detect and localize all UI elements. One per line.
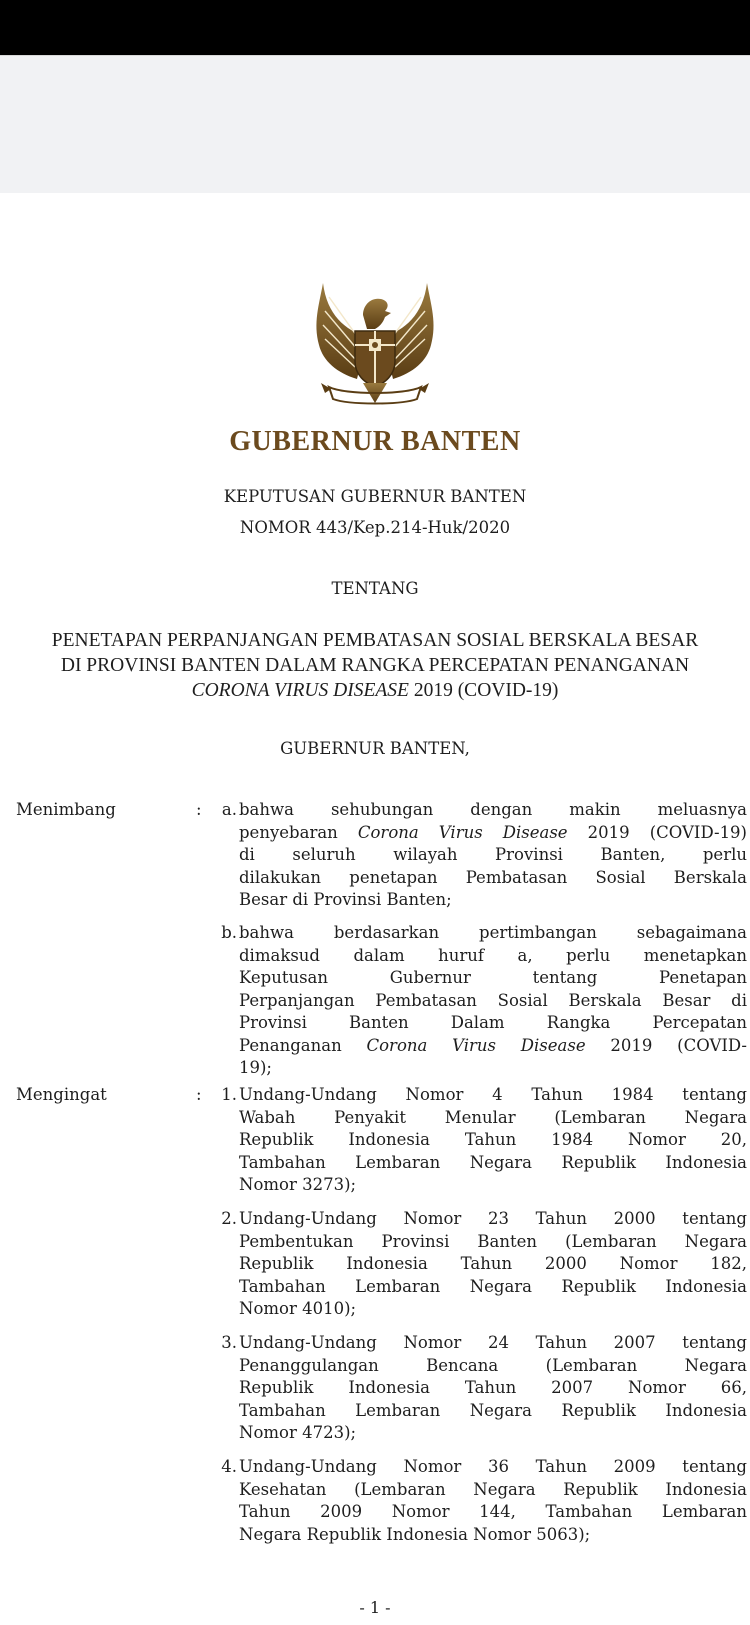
list-item-text: Undang-Undang Nomor 24 Tahun 2007 tentang Penanggulangan Bencana (Lembaran Negara Republik Indonesia Tahun 2007 Nomor 66, Tambahan Lembaran Negara Republik Indonesia Nomor 4723); [239,1333,747,1442]
decree-type: KEPUTUSAN GUBERNUR BANTEN [223,487,527,506]
title-line-3: CORONA VIRUS DISEASE 2019 (COVID-19) [191,680,559,701]
list-item-text: bahwa berdasarkan pertimbangan sebagaimana dimaksud dalam huruf a, perlu menetapkan Keputusan Gubernur tentang Penetapan Perpanjangan Pembatasan Sosial Berskala Besar di Provinsi Banten Dalam Rangka Percepatan Penanganan Corona Virus Disease 2019 (COVID- 19); [239,923,748,1077]
list-marker: b. [221,923,237,942]
decree-number: NOMOR 443/Kep.214-Huk/2020 [239,518,511,537]
list-item-text: Undang-Undang Nomor 36 Tahun 2009 tentang Kesehatan (Lembaran Negara Republik Indonesia Tahun 2009 Nomor 144, Tambahan Lembaran Negara Republik Indonesia Nomor 5063); [239,1457,747,1544]
viewer-toolbar [0,55,750,193]
government-heading: GUBERNUR BANTEN [229,426,521,457]
list-marker: 1. [221,1085,237,1104]
document-page [0,193,750,1625]
mengingat-item-1 [207,1084,747,1197]
mengingat-item-4 [207,1456,747,1546]
decree-title [0,628,750,703]
garuda-emblem-icon [305,275,445,415]
status-bar [0,0,750,55]
page-number: - 1 - [359,1598,391,1617]
list-marker: 3. [221,1333,237,1352]
mengingat-item-2 [207,1208,747,1321]
list-item-text: Undang-Undang Nomor 4 Tahun 1984 tentang Wabah Penyakit Menular (Lembaran Negara Republik Indonesia Tahun 1984 Nomor 20, Tambahan Lembaran Negara Republik Indonesia Nomor 3273); [239,1085,747,1194]
menimbang-label: Menimbang [16,800,116,819]
title-line-1: PENETAPAN PERPANJANGAN PEMBATASAN SOSIAL BERSKALA BESAR [51,630,699,651]
title-line-2: DI PROVINSI BANTEN DALAM RANGKA PERCEPATAN PENANGANAN [60,655,690,676]
menimbang-colon: : [196,800,202,819]
list-marker: a. [221,800,237,819]
mengingat-label: Mengingat [16,1085,107,1104]
mengingat-colon: : [196,1085,202,1104]
list-marker: 4. [221,1457,237,1476]
about-label: TENTANG [331,579,419,598]
title-italic: CORONA VIRUS DISEASE [191,680,409,701]
mengingat-item-3 [207,1332,747,1445]
list-item-text: Undang-Undang Nomor 23 Tahun 2000 tentang Pembentukan Provinsi Banten (Lembaran Negara Republik Indonesia Tahun 2000 Nomor 182, Tambahan Lembaran Negara Republik Indonesia Nomor 4010); [239,1209,747,1318]
menimbang-item-a [207,799,747,912]
issuer: GUBERNUR BANTEN, [280,739,470,758]
list-item-text: bahwa sehubungan dengan makin meluasnya penyebaran Corona Virus Disease 2019 (COVID-19) di seluruh wilayah Provinsi Banten, perlu dilakukan penetapan Pembatasan Sosial Berskala Besar di Provinsi Banten; [239,800,747,909]
menimbang-item-b [207,922,747,1080]
list-marker: 2. [221,1209,237,1228]
